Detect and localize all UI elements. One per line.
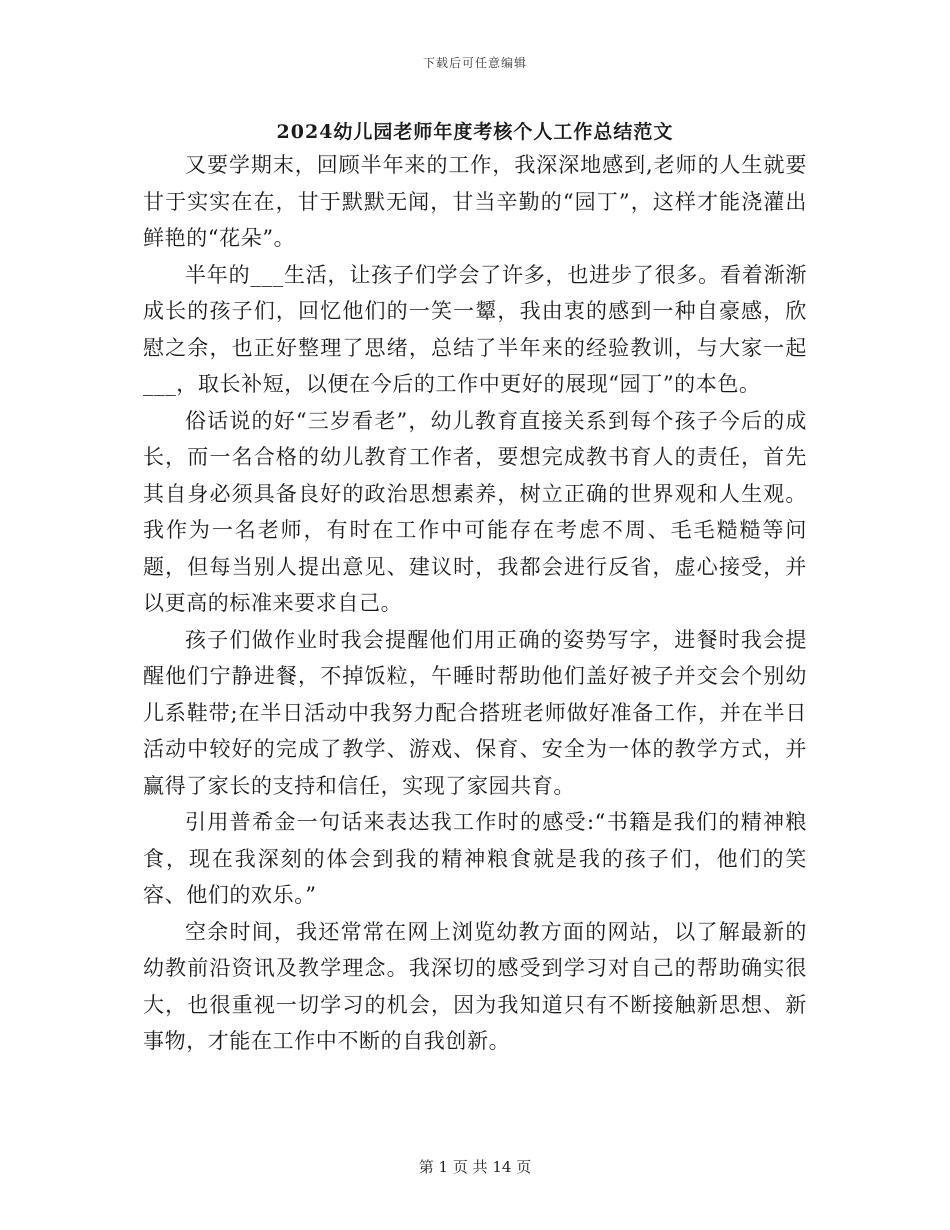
page-number: 第 1 页 共 14 页 — [418, 1158, 532, 1176]
paragraph: 引用普希金一句话来表达我工作时的感受:“书籍是我们的精神粮食，现在我深刻的体会到我的精神粮食就是我的孩子们，他们的笑容、他们的欢乐。” — [143, 810, 807, 907]
paragraph: 孩子们做作业时我会提醒他们用正确的姿势写字，进餐时我会提醒他们宁静进餐，不掉饭粒，午睡时帮助他们盖好被子并交会个别幼儿系鞋带;在半日活动中我努力配合搭班老师做好准备工作，并在半日活动中较好的完成了教学、游戏、保育、安全为一体的教学方式，并赢得了家长的支持和信任，实现了家园共育。 — [143, 627, 807, 798]
paragraph: 又要学期末，回顾半年来的工作，我深深地感到,老师的人生就要甘于实实在在，甘于默默无闻，甘当辛勤的“园丁”，这样才能浇灌出鲜艳的“花朵”。 — [143, 153, 807, 250]
header-note: 下载后可任意编辑 — [422, 56, 527, 70]
paragraph: 半年的___生活，让孩子们学会了许多，也进步了很多。看着渐渐成长的孩子们，回忆他们的一笑一颦，我由衷的感到一种自豪感，欣慰之余，也正好整理了思绪，总结了半年来的经验教训，与大家一起___，取长补短，以便在今后的工作中更好的展现“园丁”的本色。 — [143, 262, 807, 396]
document-body — [143, 147, 807, 1060]
paragraph: 俗话说的好“三岁看老”，幼儿教育直接关系到每个孩子今后的成长，而一名合格的幼儿教育工作者，要想完成教书育人的责任，首先其自身必须具备良好的政治思想素养，树立正确的世界观和人生观。我作为一名老师，有时在工作中可能存在考虑不周、毛毛糙糙等问题，但每当别人提出意见、建议时，我都会进行反省，虚心接受，并以更高的标准来要求自己。 — [143, 408, 807, 615]
paragraph: 空余时间，我还常常在网上浏览幼教方面的网站，以了解最新的幼教前沿资讯及教学理念。我深切的感受到学习对自己的帮助确实很大，也很重视一切学习的机会，因为我知道只有不断接触新思想、新事物，才能在工作中不断的自我创新。 — [143, 919, 807, 1053]
document-title: 2024幼儿园老师年度考核个人工作总结范文 — [276, 121, 674, 143]
